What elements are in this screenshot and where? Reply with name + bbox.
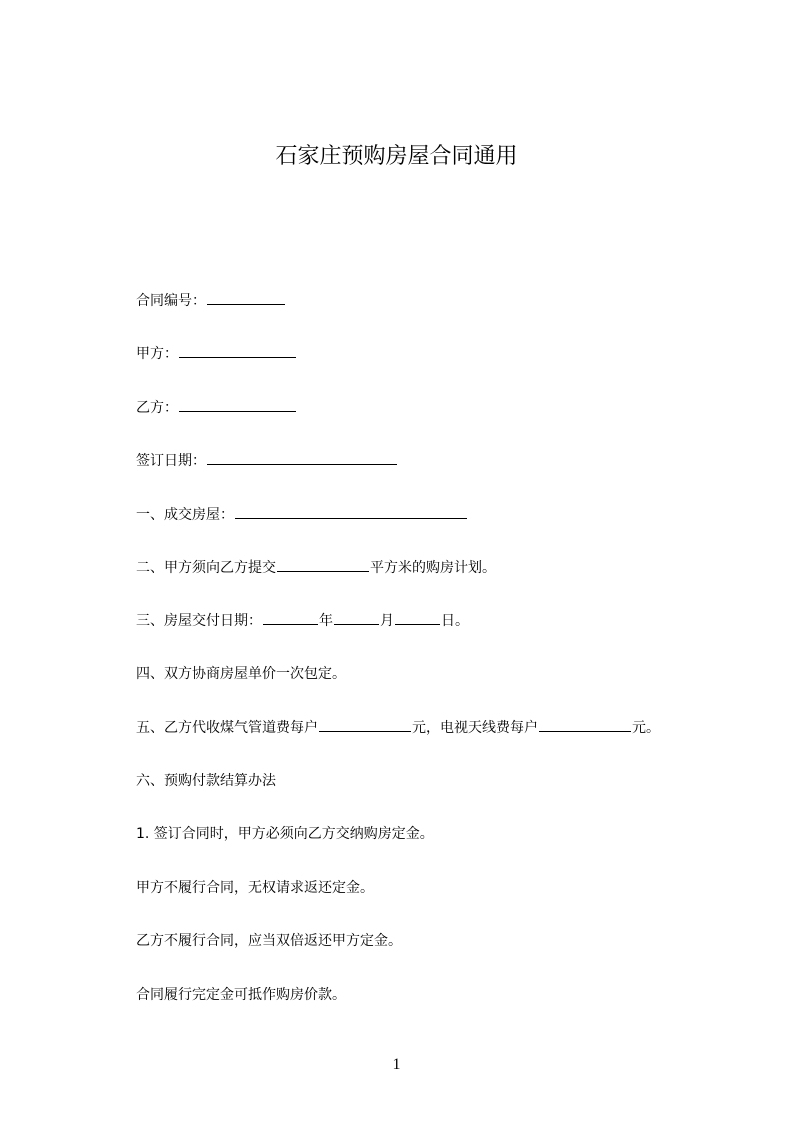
item-2-text-before: 二、甲方须向乙方提交 — [136, 560, 276, 576]
item-3-year-label: 年 — [319, 613, 333, 629]
sign-date-label: 签订日期： — [136, 453, 206, 469]
item-3-month-blank[interactable] — [334, 610, 379, 625]
item-3-day-blank[interactable] — [395, 610, 440, 625]
item-3-year-blank[interactable] — [263, 610, 318, 625]
item-5-text-before: 五、乙方代收煤气管道费每户 — [136, 720, 318, 736]
item-5-tv-fee-blank[interactable] — [539, 717, 631, 732]
item-1-blank[interactable] — [235, 504, 467, 519]
party-a-label: 甲方： — [136, 346, 178, 362]
contract-number-label: 合同编号： — [136, 293, 206, 309]
page-number: 1 — [392, 1056, 401, 1073]
sign-date-blank[interactable] — [207, 450, 397, 465]
party-b-blank[interactable] — [179, 397, 296, 412]
sign-date-line — [136, 450, 398, 472]
item-4-line: 四、双方协商房屋单价一次包定。 — [136, 666, 346, 682]
paragraph-4: 合同履行完定金可抵作购房价款。 — [136, 987, 346, 1003]
item-2-text-after: 平方米的购房计划。 — [370, 560, 496, 576]
item-3-line — [136, 610, 469, 632]
party-b-line — [136, 397, 297, 419]
item-3-month-label: 月 — [380, 613, 394, 629]
paragraph-2: 甲方不履行合同，无权请求返还定金。 — [136, 880, 374, 896]
item-2-line — [136, 557, 496, 579]
item-6-line: 六、预购付款结算办法 — [136, 773, 276, 789]
contract-number-line — [136, 290, 286, 312]
party-a-line — [136, 343, 297, 365]
paragraph-3: 乙方不履行合同，应当双倍返还甲方定金。 — [136, 933, 402, 949]
item-5-gas-fee-blank[interactable] — [319, 717, 411, 732]
item-2-blank[interactable] — [277, 557, 369, 572]
item-5-text-mid: 元，电视天线费每户 — [412, 720, 538, 736]
paragraph-1: 1. 签订合同时，甲方必须向乙方交纳购房定金。 — [136, 826, 434, 842]
item-1-line — [136, 504, 468, 526]
contract-number-blank[interactable] — [207, 290, 285, 305]
item-5-line — [136, 717, 660, 739]
item-5-text-after: 元。 — [632, 720, 660, 736]
party-b-label: 乙方： — [136, 400, 178, 416]
item-3-day-label: 日。 — [441, 613, 469, 629]
party-a-blank[interactable] — [179, 343, 296, 358]
item-3-text-before: 三、房屋交付日期： — [136, 613, 262, 629]
document-title: 石家庄预购房屋合同通用 — [275, 144, 518, 169]
item-1-label: 一、成交房屋： — [136, 507, 234, 523]
